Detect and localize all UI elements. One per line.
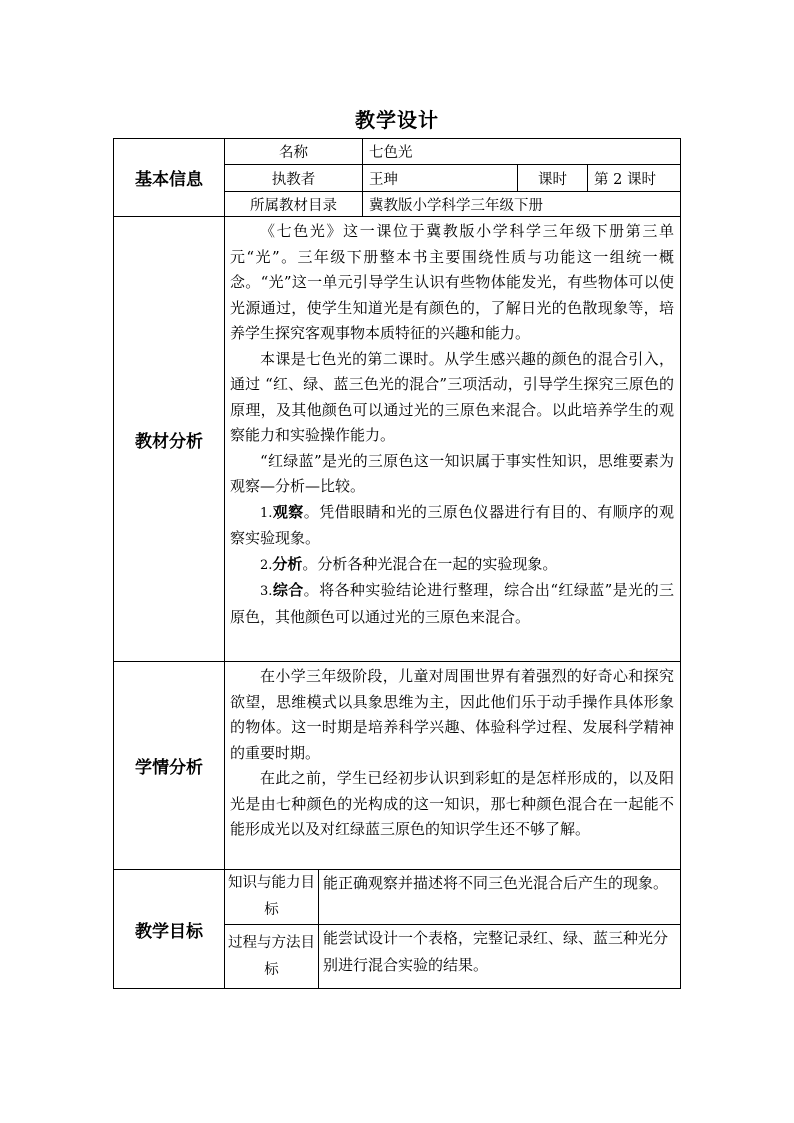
name-value: 七色光 [363,139,681,165]
thinking-element-observe: 1.观察。凭借眼睛和光的三原色仪器进行有目的、有顺序的观察实验现象。 [230,502,674,547]
student-paragraph-2: 在此之前，学生已经初步认识到彩虹的是怎样形成的，以及阳光是由七种颜色的光构成的这一知识，那七种颜色混合在一起能不能形成光以及对红绿蓝三原色的知识学生还不够了解。 [230,769,675,838]
teacher-value: 王珅 [363,165,518,192]
goal-knowledge-text: 能正确观察并描述将不同三色光混合后产生的现象。 [319,870,681,925]
material-paragraph-1: 《七色光》这一课位于冀教版小学科学三年级下册第三单元“光”。三年级下册整本书主要围绕性质与功能这一组统一概念。“光”这一单元引导学生认识有些物体能发光，有些物体可以使光源通过，使学生知道光是有颜色的，了解日光的色散现象等，培养学生探究客观事物本质特征的兴趣和能力。 [230,222,675,342]
basic-info-row-name [114,139,681,165]
name-label: 名称 [225,139,363,165]
period-label: 课时 [518,165,588,192]
lesson-plan-table [113,138,681,989]
document-title: 教学设计 [355,108,439,132]
thinking-element-analyze: 2.分析。分析各种光混合在一起的实验现象。 [260,554,558,573]
textbook-label: 所属教材目录 [225,192,363,217]
thinking-element-synthesize: 3.综合。将各种实验结论进行整理，综合出“红绿蓝”是光的三原色，其他颜色可以通过光的三原色来混合。 [230,581,675,626]
goal-row-knowledge [114,870,681,925]
textbook-value: 冀教版小学科学三年级下册 [363,192,681,217]
teaching-goals-label: 教学目标 [114,870,225,989]
material-paragraph-2: 本课是七色光的第二课时。从学生感兴趣的颜色的混合引入，通过 “红、绿、蓝三色光的混合”三项活动，引导学生探究三原色的原理，及其他颜色可以通过光的三原色来混合。以此培养学生的观察能力和实验操作能力。 [230,349,675,444]
student-paragraph-1: 在小学三年级阶段，儿童对周围世界有着强烈的好奇心和探究欲望，思维模式以具象思维为主，因此他们乐于动手操作具体形象的物体。这一时期是培养科学兴趣、体验科学过程、发展科学精神的重要时期。 [230,667,675,762]
period-value: 第 2 课时 [588,165,681,192]
basic-info-label: 基本信息 [114,139,225,217]
student-analysis-label: 学情分析 [114,662,225,870]
student-analysis-row [114,662,681,870]
material-analysis-row [114,217,681,662]
goal-knowledge-label: 知识与能力目标 [225,870,319,925]
student-analysis-content [225,662,681,870]
material-paragraph-3: “红绿蓝”是光的三原色这一知识属于事实性知识，思维要素为观察—分析—比较。 [230,451,675,495]
teacher-label: 执教者 [225,165,363,192]
goal-process-text: 能尝试设计一个表格，完整记录红、绿、蓝三种光分别进行混合实验的结果。 [319,925,681,989]
goal-process-label: 过程与方法目标 [225,925,319,989]
material-analysis-label: 教材分析 [114,217,225,662]
material-analysis-content [225,217,681,662]
